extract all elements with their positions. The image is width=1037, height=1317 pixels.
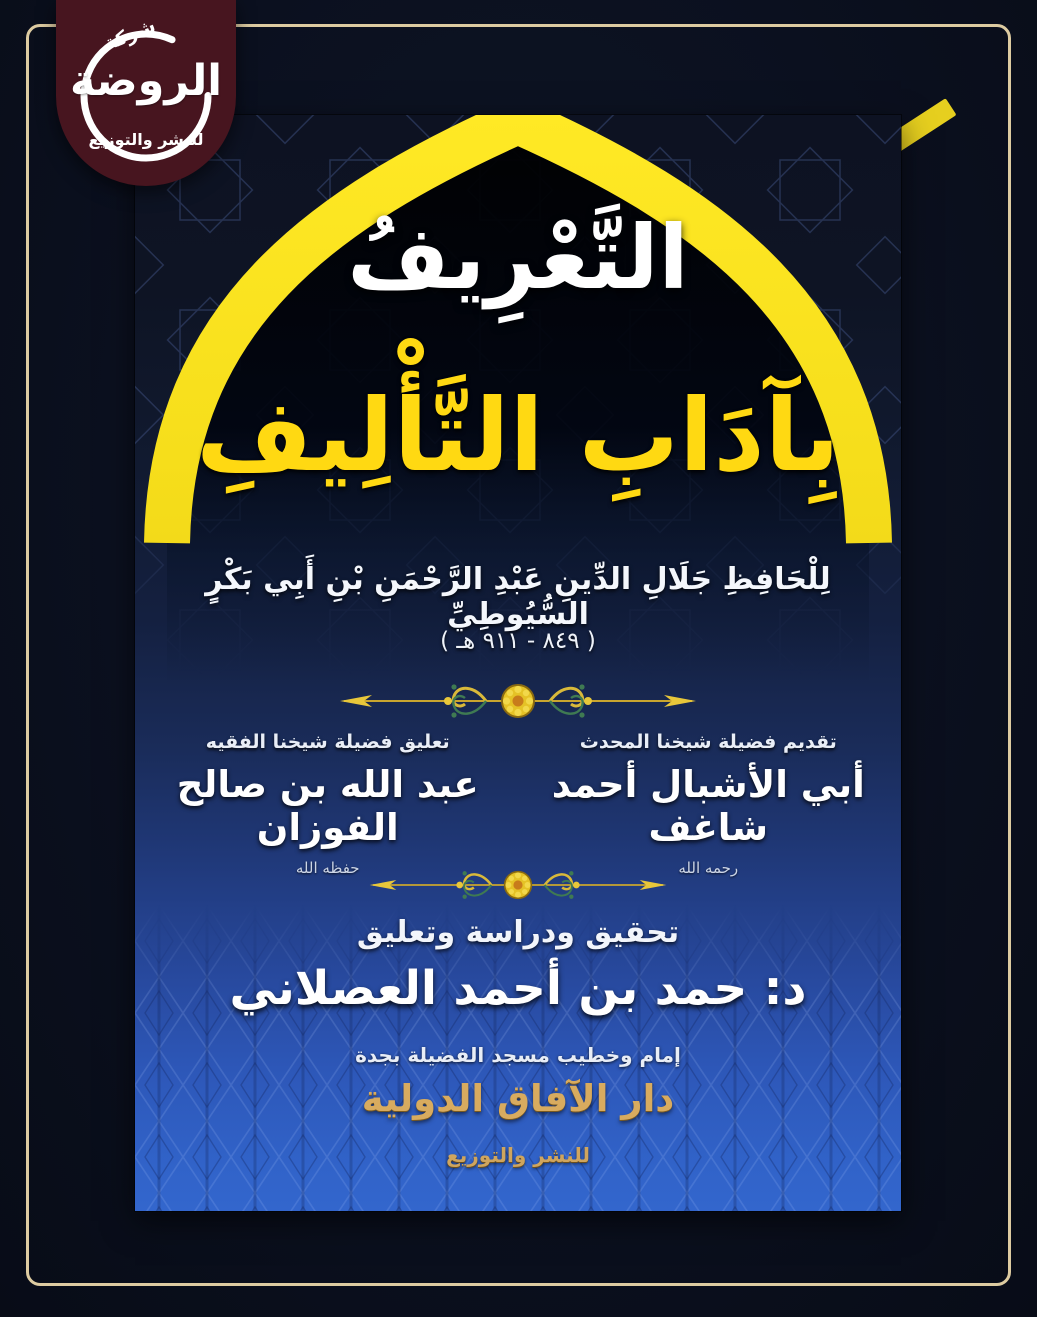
book-title-line1: التَّعْرِيفُ: [347, 206, 689, 309]
tahqiq-label: تحقيق ودراسة وتعليق: [356, 915, 680, 950]
contributor-left: [159, 731, 496, 877]
researcher-title: إمام وخطيب مسجد الفضيلة بجدة: [355, 1043, 681, 1067]
contributor-left-name: عبد الله بن صالح الفوزان: [176, 763, 479, 849]
researcher-name: د: حمد بن أحمد العصلاني: [229, 961, 807, 1016]
author-dates: ( ٨٤٩ - ٩١١ هـ ): [440, 628, 596, 654]
logo-text-bottom: للنشر والتوزيع: [88, 130, 204, 149]
contributor-left-blessing: حفظه الله: [295, 859, 360, 877]
publisher-tagline: للنشر والتوزيع: [446, 1143, 590, 1167]
contributor-right-role: تقديم فضيلة شيخنا المحدث: [579, 731, 837, 753]
contributor-right: [540, 731, 877, 877]
publisher-name: دار الآفاق الدولية: [361, 1077, 675, 1120]
ornament-divider-top: [338, 673, 698, 729]
contributor-left-role: تعليق فضيلة شيخنا الفقيه: [205, 731, 450, 753]
logo-text-top: شركة: [101, 14, 159, 56]
publisher-logo-badge: [56, 0, 236, 186]
contributor-right-blessing: رحمه الله: [678, 859, 739, 877]
book-title-line2: بِآدَابِ التَّأْلِيفِ: [196, 377, 840, 494]
contributors-row: [159, 731, 877, 877]
author-line: لِلْحَافِظِ جَلَالِ الدِّينِ عَبْدِ الرَّحْمَنِ بْنِ أَبِي بَكْرٍ السُّيُوطِيِّ: [205, 562, 831, 632]
book-cover: [135, 115, 901, 1211]
ornament-divider-bottom: [368, 861, 668, 909]
logo-company-name: الروضة: [70, 56, 222, 106]
contributor-right-name: أبي الأشبال أحمد شاغف: [551, 763, 865, 849]
